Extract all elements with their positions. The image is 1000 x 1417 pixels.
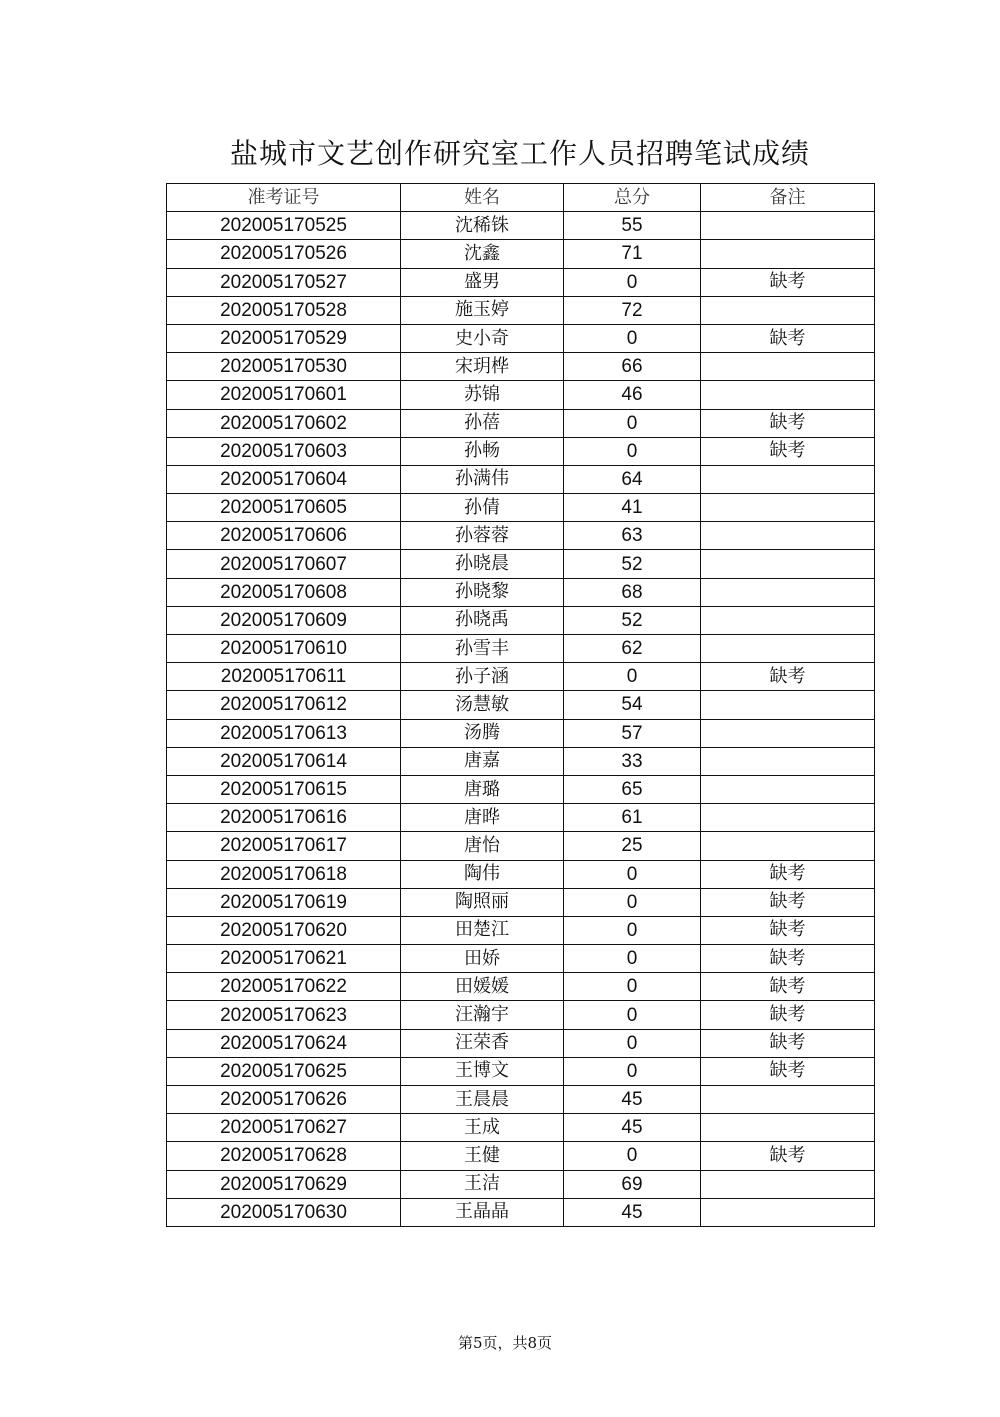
remark-cell [701,353,875,381]
remark-cell [701,550,875,578]
name-cell: 苏锦 [401,381,564,409]
score-cell: 52 [564,550,701,578]
exam-id-cell: 202005170530 [167,353,401,381]
remark-cell [701,635,875,663]
remark-cell: 缺考 [701,973,875,1001]
name-cell: 王博文 [401,1057,564,1085]
score-cell: 0 [564,1142,701,1170]
score-cell: 45 [564,1086,701,1114]
exam-id-cell: 202005170630 [167,1198,401,1226]
remark-cell: 缺考 [701,437,875,465]
exam-id-cell: 202005170617 [167,832,401,860]
exam-id-cell: 202005170602 [167,409,401,437]
remark-cell [701,1086,875,1114]
table-row [167,212,875,240]
score-cell: 72 [564,296,701,324]
name-cell: 孙晓禹 [401,606,564,634]
exam-id-cell: 202005170604 [167,465,401,493]
exam-id-cell: 202005170619 [167,888,401,916]
scores-table [166,183,875,1227]
name-cell: 孙倩 [401,494,564,522]
table-row [167,578,875,606]
remark-cell: 缺考 [701,268,875,296]
exam-id-cell: 202005170622 [167,973,401,1001]
remark-cell [701,719,875,747]
table-row [167,268,875,296]
name-cell: 孙晓晨 [401,550,564,578]
remark-cell [701,804,875,832]
name-cell: 王晶晶 [401,1198,564,1226]
name-cell: 唐嘉 [401,747,564,775]
exam-id-cell: 202005170608 [167,578,401,606]
score-cell: 0 [564,916,701,944]
score-cell: 0 [564,1029,701,1057]
remark-cell: 缺考 [701,1142,875,1170]
table-row [167,1057,875,1085]
score-cell: 57 [564,719,701,747]
exam-id-cell: 202005170607 [167,550,401,578]
name-cell: 孙蓉蓉 [401,522,564,550]
table-row [167,804,875,832]
exam-id-cell: 202005170625 [167,1057,401,1085]
table-row [167,1198,875,1226]
table-row [167,747,875,775]
header-exam-id: 准考证号 [167,184,401,212]
remark-cell: 缺考 [701,1001,875,1029]
remark-cell [701,747,875,775]
exam-id-cell: 202005170621 [167,945,401,973]
table-row [167,409,875,437]
table-row [167,719,875,747]
table-row [167,381,875,409]
remark-cell [701,494,875,522]
score-cell: 45 [564,1114,701,1142]
score-cell: 0 [564,973,701,1001]
score-cell: 62 [564,635,701,663]
score-cell: 45 [564,1198,701,1226]
name-cell: 汤慧敏 [401,691,564,719]
remark-cell [701,691,875,719]
table-row [167,1114,875,1142]
table-row [167,606,875,634]
name-cell: 王洁 [401,1170,564,1198]
name-cell: 唐怡 [401,832,564,860]
exam-id-cell: 202005170627 [167,1114,401,1142]
exam-id-cell: 202005170529 [167,324,401,352]
score-cell: 52 [564,606,701,634]
exam-id-cell: 202005170528 [167,296,401,324]
table-row [167,1086,875,1114]
exam-id-cell: 202005170527 [167,268,401,296]
table-row [167,691,875,719]
name-cell: 陶伟 [401,860,564,888]
remark-cell: 缺考 [701,945,875,973]
exam-id-cell: 202005170624 [167,1029,401,1057]
score-cell: 54 [564,691,701,719]
name-cell: 王健 [401,1142,564,1170]
score-cell: 55 [564,212,701,240]
page-title: 盐城市文艺创作研究室工作人员招聘笔试成绩 [229,137,810,170]
score-cell: 0 [564,1001,701,1029]
name-cell: 宋玥桦 [401,353,564,381]
name-cell: 盛男 [401,268,564,296]
score-cell: 65 [564,775,701,803]
score-cell: 0 [564,437,701,465]
table-row [167,1170,875,1198]
remark-cell [701,296,875,324]
remark-cell [701,522,875,550]
remark-cell: 缺考 [701,888,875,916]
table-row [167,916,875,944]
score-cell: 33 [564,747,701,775]
score-cell: 0 [564,860,701,888]
table-row [167,324,875,352]
table-row [167,1001,875,1029]
remark-cell [701,578,875,606]
name-cell: 王晨晨 [401,1086,564,1114]
remark-cell: 缺考 [701,916,875,944]
exam-id-cell: 202005170615 [167,775,401,803]
name-cell: 孙晓黎 [401,578,564,606]
header-row [167,184,875,212]
name-cell: 王成 [401,1114,564,1142]
exam-id-cell: 202005170620 [167,916,401,944]
remark-cell [701,1114,875,1142]
exam-id-cell: 202005170618 [167,860,401,888]
score-cell: 25 [564,832,701,860]
exam-id-cell: 202005170628 [167,1142,401,1170]
table-row [167,1142,875,1170]
name-cell: 沈稀铢 [401,212,564,240]
remark-cell: 缺考 [701,860,875,888]
remark-cell [701,212,875,240]
name-cell: 陶照丽 [401,888,564,916]
table-row [167,353,875,381]
table-row [167,663,875,691]
exam-id-cell: 202005170629 [167,1170,401,1198]
remark-cell: 缺考 [701,1057,875,1085]
score-cell: 0 [564,268,701,296]
exam-id-cell: 202005170605 [167,494,401,522]
score-cell: 68 [564,578,701,606]
remark-cell [701,775,875,803]
table-row [167,494,875,522]
exam-id-cell: 202005170601 [167,381,401,409]
name-cell: 史小奇 [401,324,564,352]
table-row [167,1029,875,1057]
score-cell: 0 [564,663,701,691]
name-cell: 孙满伟 [401,465,564,493]
exam-id-cell: 202005170612 [167,691,401,719]
name-cell: 唐璐 [401,775,564,803]
score-cell: 0 [564,409,701,437]
exam-id-cell: 202005170526 [167,240,401,268]
table-row [167,973,875,1001]
exam-id-cell: 202005170609 [167,606,401,634]
remark-cell [701,1170,875,1198]
page-number: 第5页，共8页 [457,1334,553,1352]
name-cell: 孙畅 [401,437,564,465]
name-cell: 田楚江 [401,916,564,944]
remark-cell: 缺考 [701,324,875,352]
name-cell: 田媛媛 [401,973,564,1001]
exam-id-cell: 202005170610 [167,635,401,663]
score-cell: 0 [564,888,701,916]
table-row [167,635,875,663]
header-total-score: 总分 [564,184,701,212]
name-cell: 孙雪丰 [401,635,564,663]
table-row [167,832,875,860]
header-name: 姓名 [401,184,564,212]
score-cell: 71 [564,240,701,268]
table-body [167,212,875,1227]
table-row [167,550,875,578]
name-cell: 孙蓓 [401,409,564,437]
remark-cell [701,832,875,860]
name-cell: 汪荣香 [401,1029,564,1057]
name-cell: 沈鑫 [401,240,564,268]
table-row [167,437,875,465]
exam-id-cell: 202005170525 [167,212,401,240]
exam-id-cell: 202005170616 [167,804,401,832]
table-row [167,465,875,493]
exam-id-cell: 202005170606 [167,522,401,550]
remark-cell [701,381,875,409]
exam-id-cell: 202005170614 [167,747,401,775]
remark-cell [701,465,875,493]
name-cell: 施玉婷 [401,296,564,324]
table-row [167,522,875,550]
name-cell: 孙子涵 [401,663,564,691]
name-cell: 汪瀚宇 [401,1001,564,1029]
remark-cell [701,1198,875,1226]
exam-id-cell: 202005170611 [167,663,401,691]
table-row [167,945,875,973]
table-row [167,240,875,268]
table-row [167,775,875,803]
remark-cell [701,240,875,268]
exam-id-cell: 202005170613 [167,719,401,747]
header-remark: 备注 [701,184,875,212]
table-row [167,888,875,916]
score-cell: 69 [564,1170,701,1198]
score-cell: 0 [564,324,701,352]
exam-id-cell: 202005170623 [167,1001,401,1029]
remark-cell [701,606,875,634]
score-cell: 0 [564,945,701,973]
score-cell: 61 [564,804,701,832]
name-cell: 田娇 [401,945,564,973]
name-cell: 唐晔 [401,804,564,832]
remark-cell: 缺考 [701,409,875,437]
score-cell: 63 [564,522,701,550]
score-cell: 64 [564,465,701,493]
score-cell: 0 [564,1057,701,1085]
name-cell: 汤腾 [401,719,564,747]
exam-id-cell: 202005170603 [167,437,401,465]
table-row [167,296,875,324]
remark-cell: 缺考 [701,1029,875,1057]
table-row [167,860,875,888]
score-cell: 46 [564,381,701,409]
score-cell: 66 [564,353,701,381]
remark-cell: 缺考 [701,663,875,691]
exam-id-cell: 202005170626 [167,1086,401,1114]
score-cell: 41 [564,494,701,522]
